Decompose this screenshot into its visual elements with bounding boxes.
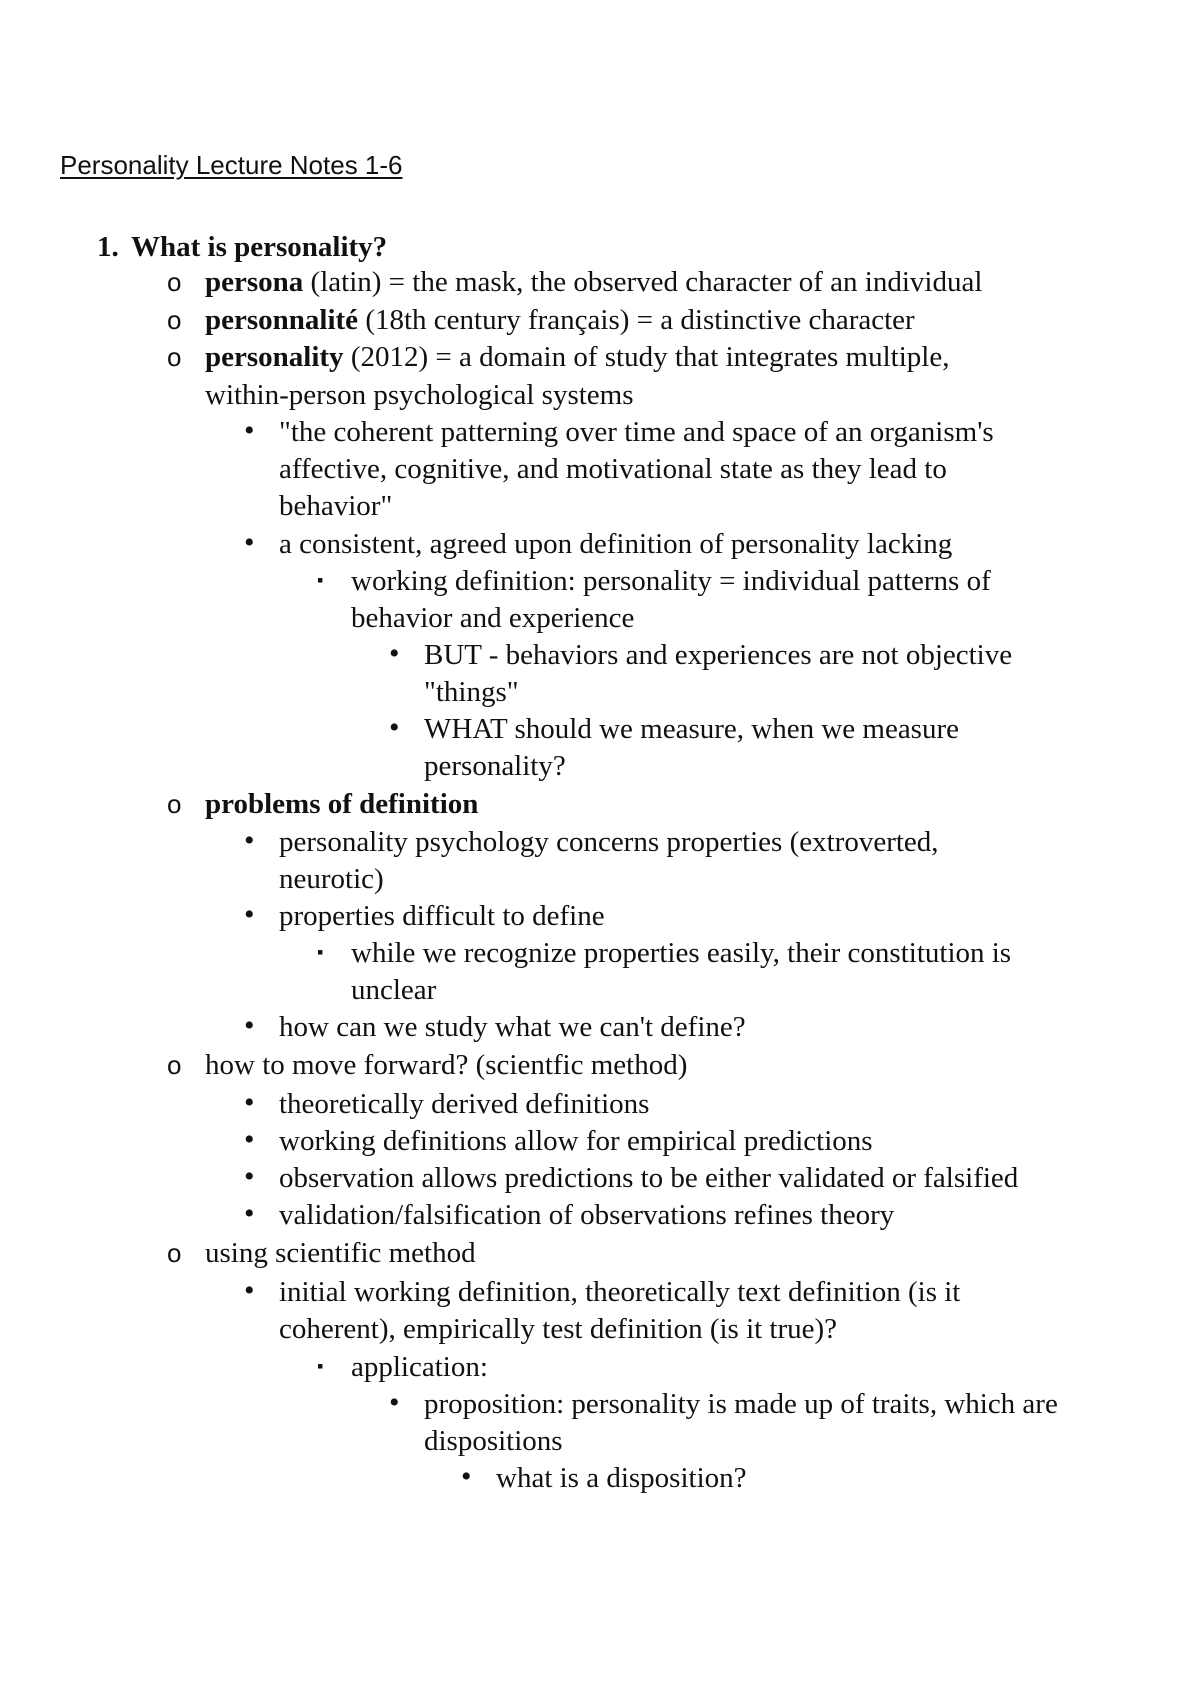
- list-item: BUT - behaviors and experiences are not objective: [424, 639, 1013, 671]
- list-item: how to move forward? (scientfic method): [205, 1049, 688, 1081]
- list-item-continuation: behavior and experience: [351, 602, 635, 634]
- disc-bullet-icon: •: [244, 1009, 255, 1042]
- list-item: [205, 339, 949, 375]
- list-item: application:: [351, 1351, 488, 1383]
- disc-bullet-icon: •: [389, 711, 400, 744]
- disc-bullet-icon: •: [244, 1197, 255, 1230]
- list-item-continuation: within-person psychological systems: [205, 379, 634, 411]
- list-item: "the coherent patterning over time and space of an organism's: [279, 416, 994, 448]
- list-item: while we recognize properties easily, their constitution is: [351, 937, 1012, 969]
- list-item-continuation: behavior": [279, 490, 393, 522]
- disc-bullet-icon: •: [244, 824, 255, 857]
- term: personnalité: [205, 304, 359, 336]
- term: persona: [205, 266, 304, 298]
- disc-bullet-icon: •: [461, 1460, 472, 1493]
- disc-bullet-icon: •: [389, 1386, 400, 1419]
- disc-bullet-icon: •: [244, 1274, 255, 1307]
- item-text: (2012) = a domain of study that integrates multiple,: [343, 341, 950, 373]
- term: personality: [205, 341, 344, 373]
- document-title: Personality Lecture Notes 1-6: [60, 150, 403, 180]
- list-item-continuation: "things": [424, 676, 519, 708]
- list-item: working definitions allow for empirical predictions: [279, 1125, 873, 1157]
- item-text: (latin) = the mask, the observed character of an individual: [303, 266, 983, 298]
- list-item: [205, 264, 982, 300]
- square-bullet-icon: ▪: [317, 942, 324, 962]
- section-number: 1.: [97, 231, 119, 263]
- list-item-continuation: affective, cognitive, and motivational state as they lead to: [279, 453, 947, 485]
- circle-bullet-icon: o: [167, 1050, 182, 1080]
- disc-bullet-icon: •: [244, 1086, 255, 1119]
- term: problems of definition: [205, 788, 479, 820]
- square-bullet-icon: ▪: [317, 1356, 324, 1376]
- circle-bullet-icon: o: [167, 1238, 182, 1268]
- section-heading-text: [131, 229, 387, 265]
- circle-bullet-icon: o: [167, 789, 182, 819]
- disc-bullet-icon: •: [244, 898, 255, 931]
- square-bullet-icon: ▪: [317, 570, 324, 590]
- list-item: [205, 786, 478, 822]
- disc-bullet-icon: •: [244, 526, 255, 559]
- list-item: personality psychology concerns properties (extroverted,: [279, 826, 939, 858]
- section-title: What is personality?: [131, 231, 388, 263]
- disc-bullet-icon: •: [244, 414, 255, 447]
- circle-bullet-icon: o: [167, 305, 182, 335]
- circle-bullet-icon: o: [167, 342, 182, 372]
- list-item: initial working definition, theoretically text definition (is it: [279, 1276, 961, 1308]
- list-item: [205, 302, 915, 338]
- disc-bullet-icon: •: [244, 1123, 255, 1156]
- item-text: (18th century français) = a distinctive character: [358, 304, 915, 336]
- list-item-continuation: neurotic): [279, 863, 384, 895]
- section-heading: [97, 229, 119, 265]
- circle-bullet-icon: o: [167, 267, 182, 297]
- list-item: observation allows predictions to be either validated or falsified: [279, 1162, 1019, 1194]
- list-item: a consistent, agreed upon definition of personality lacking: [279, 528, 953, 560]
- disc-bullet-icon: •: [244, 1160, 255, 1193]
- list-item: WHAT should we measure, when we measure: [424, 713, 959, 745]
- disc-bullet-icon: •: [389, 637, 400, 670]
- list-item: how can we study what we can't define?: [279, 1011, 746, 1043]
- list-item-continuation: coherent), empirically test definition (is it true)?: [279, 1313, 838, 1345]
- list-item: theoretically derived definitions: [279, 1088, 650, 1120]
- list-item: properties difficult to define: [279, 900, 605, 932]
- list-item-continuation: dispositions: [424, 1425, 563, 1457]
- list-item: working definition: personality = individual patterns of: [351, 565, 991, 597]
- list-item: validation/falsification of observations refines theory: [279, 1199, 895, 1231]
- list-item: proposition: personality is made up of traits, which are: [424, 1388, 1058, 1420]
- list-item: using scientific method: [205, 1237, 476, 1269]
- list-item: what is a disposition?: [496, 1462, 747, 1494]
- list-item-continuation: personality?: [424, 750, 566, 782]
- list-item-continuation: unclear: [351, 974, 437, 1006]
